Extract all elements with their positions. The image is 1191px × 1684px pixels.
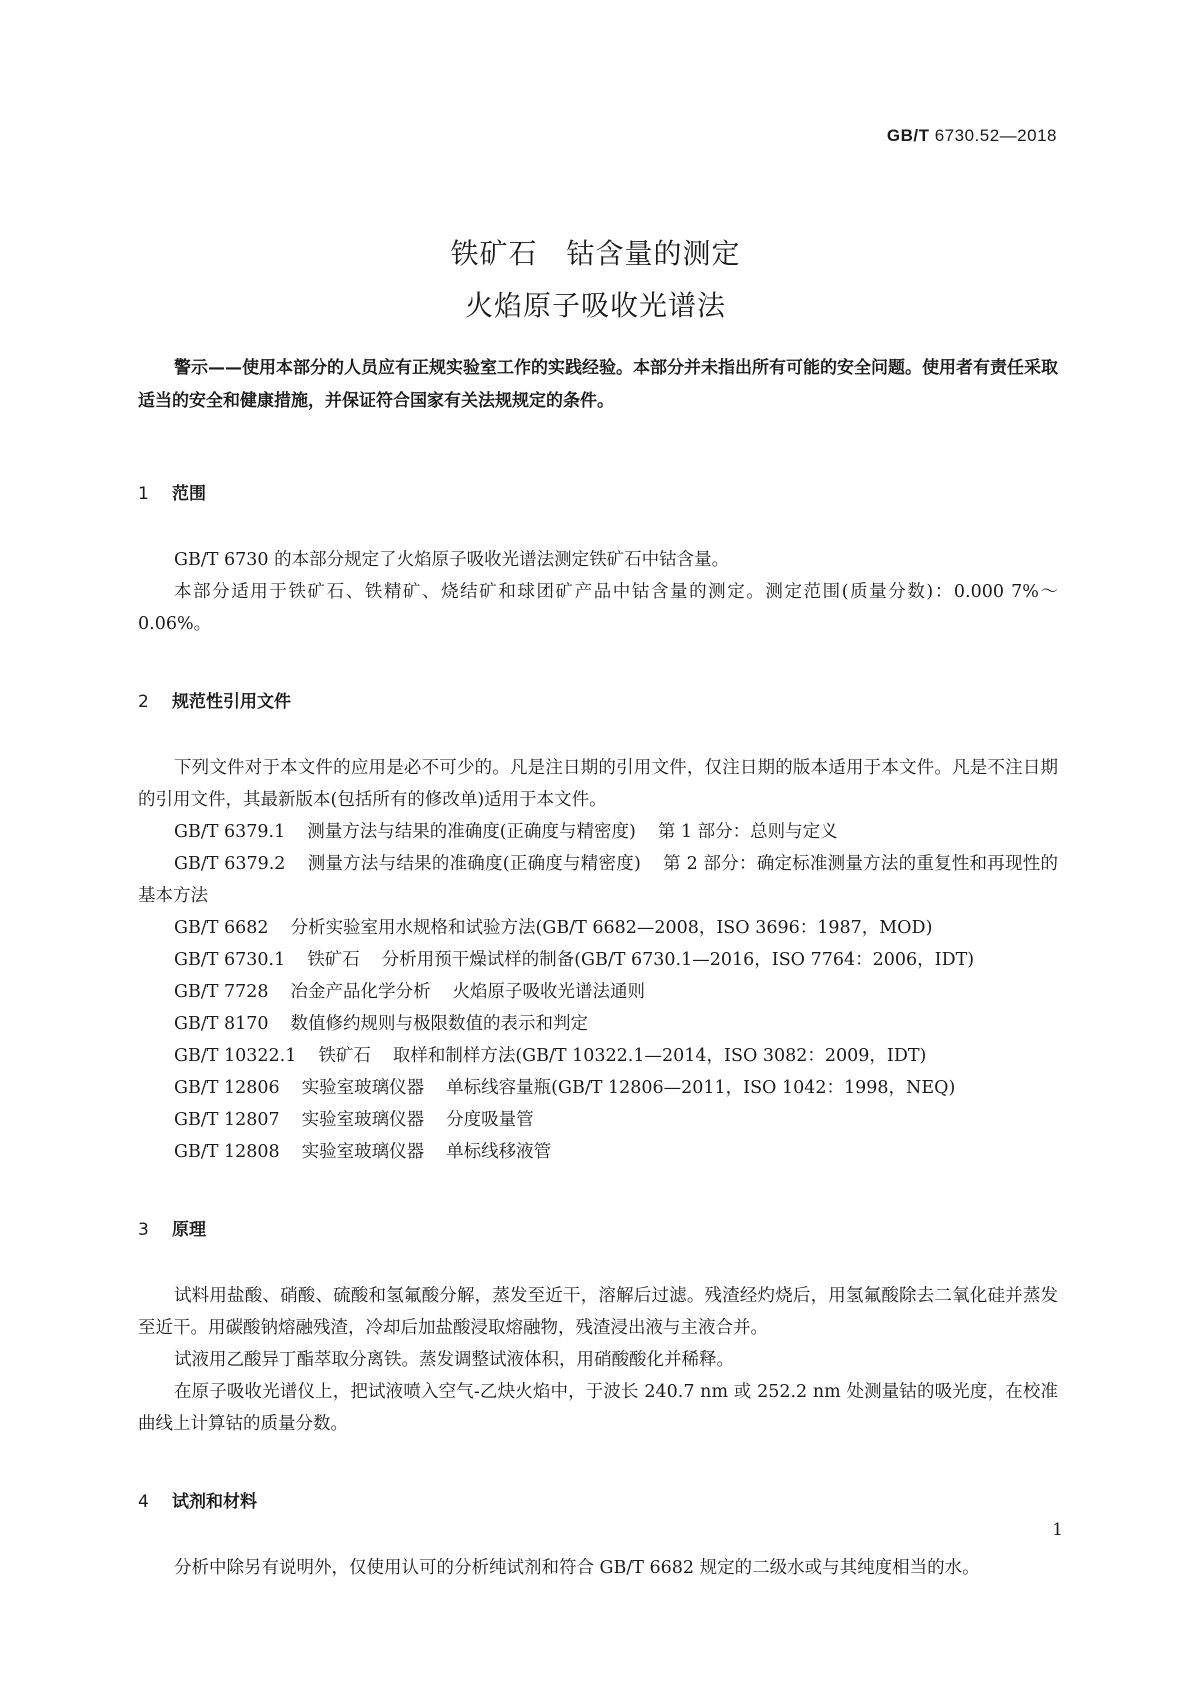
- warning-notice: 警示——使用本部分的人员应有正规实验室工作的实践经验。本部分并未指出所有可能的安全问题。使用者有责任采取适当的安全和健康措施，并保证符合国家有关法规规定的条件。: [138, 358, 1058, 411]
- reference-subtitle: 第 1 部分：总则与定义: [657, 822, 838, 842]
- reference-code: GB/T 12808: [174, 1142, 280, 1162]
- reference-subtitle: 取样和制样方法(GB/T 10322.1—2014，ISO 3082：2009，IDT): [392, 1046, 927, 1066]
- section-heading-reagents: [138, 1486, 1058, 1518]
- section-title: 原理: [172, 1220, 206, 1240]
- title-line-2: 火焰原子吸收光谱法: [464, 289, 726, 322]
- reference-item: [138, 944, 1058, 976]
- reference-title: 实验室玻璃仪器: [301, 1110, 425, 1130]
- paragraph: 下列文件对于本文件的应用是必不可少的。凡是注日期的引用文件，仅注日期的版本适用于本文件。凡是不注日期的引用文件，其最新版本(包括所有的修改单)适用于本文件。: [138, 758, 1058, 810]
- reference-code: GB/T 6682: [174, 918, 269, 938]
- reference-code: GB/T 10322.1: [174, 1046, 297, 1066]
- reference-code: GB/T 8170: [174, 1014, 269, 1034]
- paragraph: 在原子吸收光谱仪上，把试液喷入空气-乙炔火焰中，于波长 240.7 nm 或 252.2 nm 处测量钴的吸光度，在校准曲线上计算钴的质量分数。: [138, 1382, 1058, 1434]
- reference-code: GB/T 6379.2: [174, 854, 286, 874]
- standard-code-prefix: GB/T: [886, 126, 930, 145]
- reference-subtitle: 第 2 部分：确定标准测量方法的重复性和再现性的基本方法: [138, 854, 1059, 906]
- reference-code: GB/T 6730.1: [174, 950, 286, 970]
- reference-item: [138, 1040, 1058, 1072]
- paragraph: GB/T 6730 的本部分规定了火焰原子吸收光谱法测定铁矿石中钴含量。: [174, 550, 730, 570]
- reference-code: GB/T 7728: [174, 982, 269, 1002]
- reference-item: [138, 1104, 1058, 1136]
- reference-code: GB/T 12806: [174, 1078, 280, 1098]
- reference-subtitle: 单标线容量瓶(GB/T 12806—2011，ISO 1042：1998，NEQ): [446, 1078, 956, 1098]
- paragraph: 试料用盐酸、硝酸、硫酸和氢氟酸分解，蒸发至近干，溶解后过滤。残渣经灼烧后，用氢氟酸除去二氧化硅并蒸发至近干。用碳酸钠熔融残渣，冷却后加盐酸浸取熔融物，残渣浸出液与主液合并。: [138, 1286, 1058, 1338]
- reference-subtitle: 火焰原子吸收光谱法通则: [452, 982, 646, 1002]
- section-heading-scope: [138, 478, 1058, 510]
- section-number: 2: [138, 692, 149, 712]
- reference-title: 实验室玻璃仪器: [301, 1078, 425, 1098]
- paragraph: 本部分适用于铁矿石、铁精矿、烧结矿和球团矿产品中钴含量的测定。测定范围(质量分数)：0.000 7%～0.06%。: [138, 582, 1058, 634]
- reference-item: [138, 976, 1058, 1008]
- standard-code: [887, 126, 1057, 146]
- section-title: 范围: [172, 484, 206, 504]
- section-heading-principle: [138, 1214, 1058, 1246]
- reference-title: 铁矿石: [318, 1046, 371, 1066]
- reference-title: 分析实验室用水规格和试验方法(GB/T 6682—2008，ISO 3696：1987，MOD): [290, 918, 933, 938]
- reference-title: 实验室玻璃仪器: [301, 1142, 425, 1162]
- reference-title: 数值修约规则与极限数值的表示和判定: [290, 1014, 589, 1034]
- standard-code-number: 6730.52—2018: [929, 126, 1057, 145]
- section-title: 规范性引用文件: [172, 692, 291, 712]
- reference-title: 铁矿石: [307, 950, 360, 970]
- reference-item: [138, 1008, 1058, 1040]
- paragraph: 试液用乙酸异丁酯萃取分离铁。蒸发调整试液体积，用硝酸酸化并稀释。: [174, 1350, 734, 1370]
- reference-subtitle: 分析用预干燥试样的制备(GB/T 6730.1—2016，ISO 7764：2006，IDT): [381, 950, 975, 970]
- reference-title: 测量方法与结果的准确度(正确度与精密度): [307, 854, 641, 874]
- section-number: 4: [138, 1492, 149, 1512]
- reference-item: [138, 1072, 1058, 1104]
- section-number: 3: [138, 1220, 149, 1240]
- reference-code: GB/T 6379.1: [174, 822, 286, 842]
- section-heading-normative-references: [138, 686, 1058, 718]
- reference-code: GB/T 12807: [174, 1110, 280, 1130]
- reference-subtitle: 单标线移液管: [446, 1142, 552, 1162]
- reference-item: [138, 1136, 1058, 1168]
- reference-title: 冶金产品化学分析: [290, 982, 431, 1002]
- reference-item: [138, 848, 1058, 912]
- page-number: 1: [1052, 1520, 1063, 1540]
- title-line-1: 铁矿石 钴含量的测定: [450, 237, 741, 270]
- reference-item: [138, 912, 1058, 944]
- reference-title: 测量方法与结果的准确度(正确度与精密度): [307, 822, 636, 842]
- section-number: 1: [138, 484, 149, 504]
- document-title: [0, 228, 1191, 332]
- reference-subtitle: 分度吸量管: [446, 1110, 534, 1130]
- reference-item: [138, 816, 1058, 848]
- document-body: [138, 352, 1058, 1584]
- section-title: 试剂和材料: [172, 1492, 257, 1512]
- paragraph: 分析中除另有说明外，仅使用认可的分析纯试剂和符合 GB/T 6682 规定的二级水或与其纯度相当的水。: [174, 1558, 980, 1578]
